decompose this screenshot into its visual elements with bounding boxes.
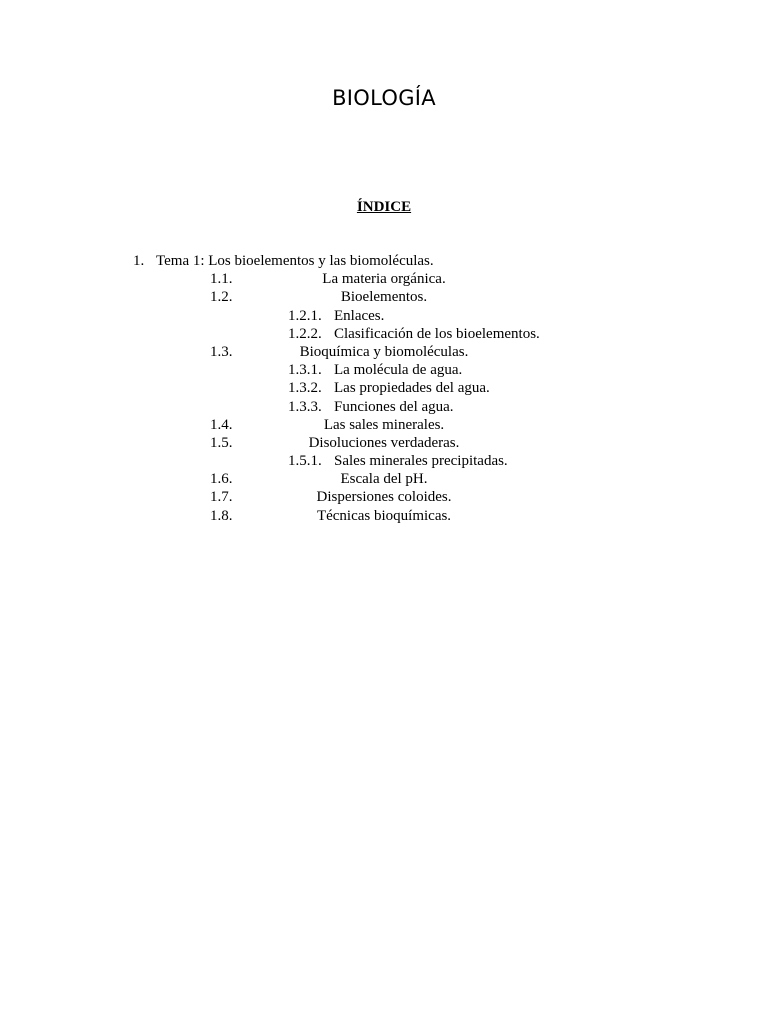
toc-entry-title: Técnicas bioquímicas. <box>316 507 452 524</box>
toc-entry-title: Dispersiones coloides. <box>316 489 452 506</box>
toc-entry <box>0 252 768 270</box>
toc-entry-number: 1.3. <box>210 343 233 360</box>
toc-entry-number: 1.2.2. <box>288 325 322 342</box>
toc-entry-number: 1.3.2. <box>288 380 322 397</box>
toc-entry <box>0 470 768 488</box>
toc-entry-title: Bioelementos. <box>340 289 428 306</box>
toc-entry <box>0 379 768 397</box>
toc-entry-title: La materia orgánica. <box>322 271 446 288</box>
toc-entry-title: Tema 1: Los bioelementos y las biomoléculas. <box>156 253 434 269</box>
toc-entry-number: 1. <box>133 253 145 269</box>
toc-entry-title: Sales minerales precipitadas. <box>334 453 508 470</box>
toc-entry <box>0 452 768 470</box>
document-title: BIOLOGÍA <box>332 86 436 110</box>
toc-entry-number: 1.3.3. <box>288 398 322 415</box>
toc-entry-title: Clasificación de los bioelementos. <box>334 325 540 342</box>
index-heading: ÍNDICE <box>356 199 412 215</box>
toc-entry <box>0 488 768 506</box>
toc-entry <box>0 288 768 306</box>
toc-entry <box>0 307 768 325</box>
toc-entry-title: Disoluciones verdaderas. <box>308 434 460 451</box>
toc-entry-number: 1.5. <box>210 434 233 451</box>
toc-entry <box>0 507 768 525</box>
toc-entry-title: Bioquímica y biomoléculas. <box>299 343 469 360</box>
toc-entry <box>0 434 768 452</box>
toc-entry-number: 1.7. <box>210 489 233 506</box>
toc-entry-title: Las sales minerales. <box>323 416 445 433</box>
toc-entry-title: La molécula de agua. <box>334 362 463 379</box>
toc-entry <box>0 398 768 416</box>
toc-entry-number: 1.4. <box>210 416 233 433</box>
toc-entry-number: 1.3.1. <box>288 362 322 379</box>
toc-entry <box>0 361 768 379</box>
table-of-contents <box>0 252 768 525</box>
toc-entry <box>0 325 768 343</box>
toc-entry-number: 1.5.1. <box>288 453 322 470</box>
toc-entry-title: Funciones del agua. <box>334 398 454 415</box>
toc-entry-number: 1.2. <box>210 289 233 306</box>
toc-entry <box>0 343 768 361</box>
toc-entry-title: Enlaces. <box>334 307 385 324</box>
toc-entry-number: 1.1. <box>210 271 233 288</box>
toc-entry-number: 1.2.1. <box>288 307 322 324</box>
toc-entry-title: Escala del pH. <box>340 471 428 488</box>
toc-entry-number: 1.6. <box>210 471 233 488</box>
toc-entry <box>0 416 768 434</box>
toc-entry-title: Las propiedades del agua. <box>334 380 490 397</box>
toc-entry-number: 1.8. <box>210 507 233 524</box>
toc-entry <box>0 270 768 288</box>
